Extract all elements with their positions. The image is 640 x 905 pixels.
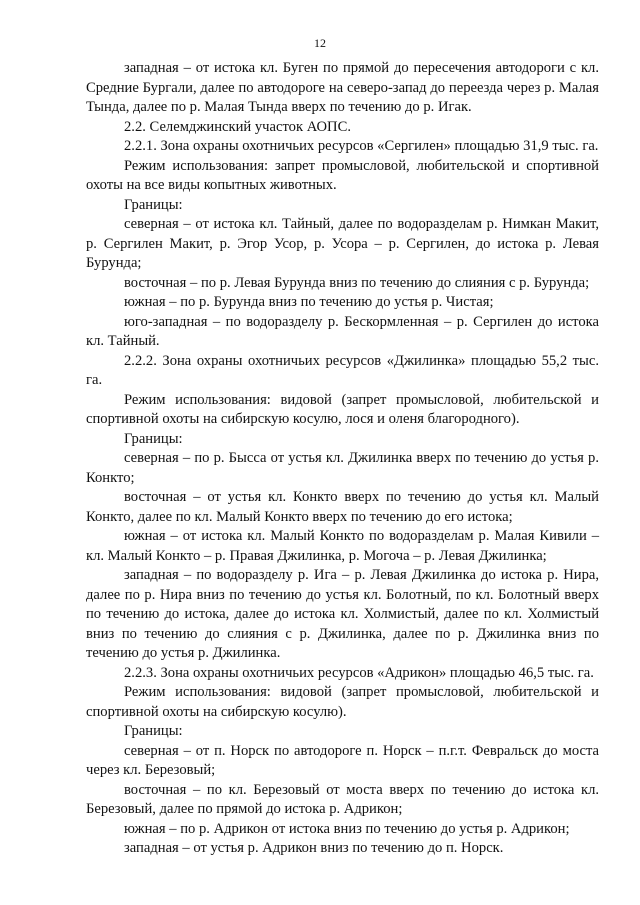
document-body	[86, 59, 599, 859]
page-number: 12	[314, 36, 326, 50]
paragraph: восточная – от устья кл. Конкто вверх по течению до устья кл. Малый Конкто, далее по кл. Малый Конкто вверх по течению до его истока;	[86, 489, 599, 525]
paragraph: южная – по р. Бурунда вниз по течению до устья р. Чистая;	[124, 294, 494, 310]
paragraph: южная – от истока кл. Малый Конкто по водоразделам р. Малая Кивили – кл. Малый Конкто – р. Правая Джилинка, р. Могоча – р. Левая Джилинка;	[86, 528, 599, 564]
paragraph: западная – от истока кл. Буген по прямой до пересечения автодороги с кл. Средние Бургали, далее по автодороге на северо-запад до переезда через р. Малая Тында, далее по р. Малая Тында вверх по течению до р. Игак.	[86, 60, 599, 115]
paragraph: Границы:	[124, 196, 183, 213]
paragraph: Границы:	[124, 430, 183, 447]
paragraph: восточная – по р. Левая Бурунда вниз по течению до слияния с р. Бурунда;	[124, 274, 590, 291]
paragraph: Режим использования: запрет промысловой, любительской и спортивной охоты на все виды копытных животных.	[86, 157, 599, 193]
paragraph: 2.2.2. Зона охраны охотничьих ресурсов «Джилинка» площадью 55,2 тыс. га.	[86, 352, 599, 388]
paragraph: Режим использования: видовой (запрет промысловой, любительской и спортивной охоты на сибирскую косулю, лося и оленя благородного).	[86, 391, 599, 427]
paragraph: западная – по водоразделу р. Ига – р. Левая Джилинка до истока р. Нира, далее по р. Нира вниз по течению до устья кл. Болотный, по кл. Болотный вверх по течению до истока, далее до истока кл. Холмистый, далее по кл. Холмистый вниз по течению до слияния с р. Джилинка, далее по р. Джилинка вниз по течению до устья р. Джилинка.	[86, 567, 599, 661]
paragraph: северная – от п. Норск по автодороге п. Норск – п.г.т. Февральск до моста через кл. Березовый;	[86, 742, 599, 778]
paragraph: 2.2. Селемджинский участок АОПС.	[124, 118, 351, 135]
paragraph: южная – по р. Адрикон от истока вниз по течению до устья р. Адрикон;	[124, 820, 570, 837]
paragraph: западная – от устья р. Адрикон вниз по течению до п. Норск.	[124, 840, 504, 856]
paragraph: северная – по р. Бысса от устья кл. Джилинка вверх по течению до устья р. Конкто;	[86, 450, 599, 486]
paragraph: Режим использования: видовой (запрет промысловой, любительской и спортивной охоты на сибирскую косулю).	[86, 684, 599, 720]
paragraph: юго-западная – по водоразделу р. Бескормленная – р. Сергилен до истока кл. Тайный.	[86, 313, 599, 349]
paragraph: восточная – по кл. Березовый от моста вверх по течению до истока кл. Березовый, далее по прямой до истока р. Адрикон;	[86, 781, 599, 817]
paragraph: Границы:	[124, 723, 183, 739]
paragraph: 2.2.3. Зона охраны охотничьих ресурсов «Адрикон» площадью 46,5 тыс. га.	[124, 664, 594, 681]
paragraph: 2.2.1. Зона охраны охотничьих ресурсов «Сергилен» площадью 31,9 тыс. га.	[124, 138, 599, 154]
paragraph: северная – от истока кл. Тайный, далее по водоразделам р. Нимкан Макит, р. Сергилен Макит, р. Эгор Усор, р. Усора – р. Сергилен, до истока р. Левая Бурунда;	[86, 216, 599, 271]
